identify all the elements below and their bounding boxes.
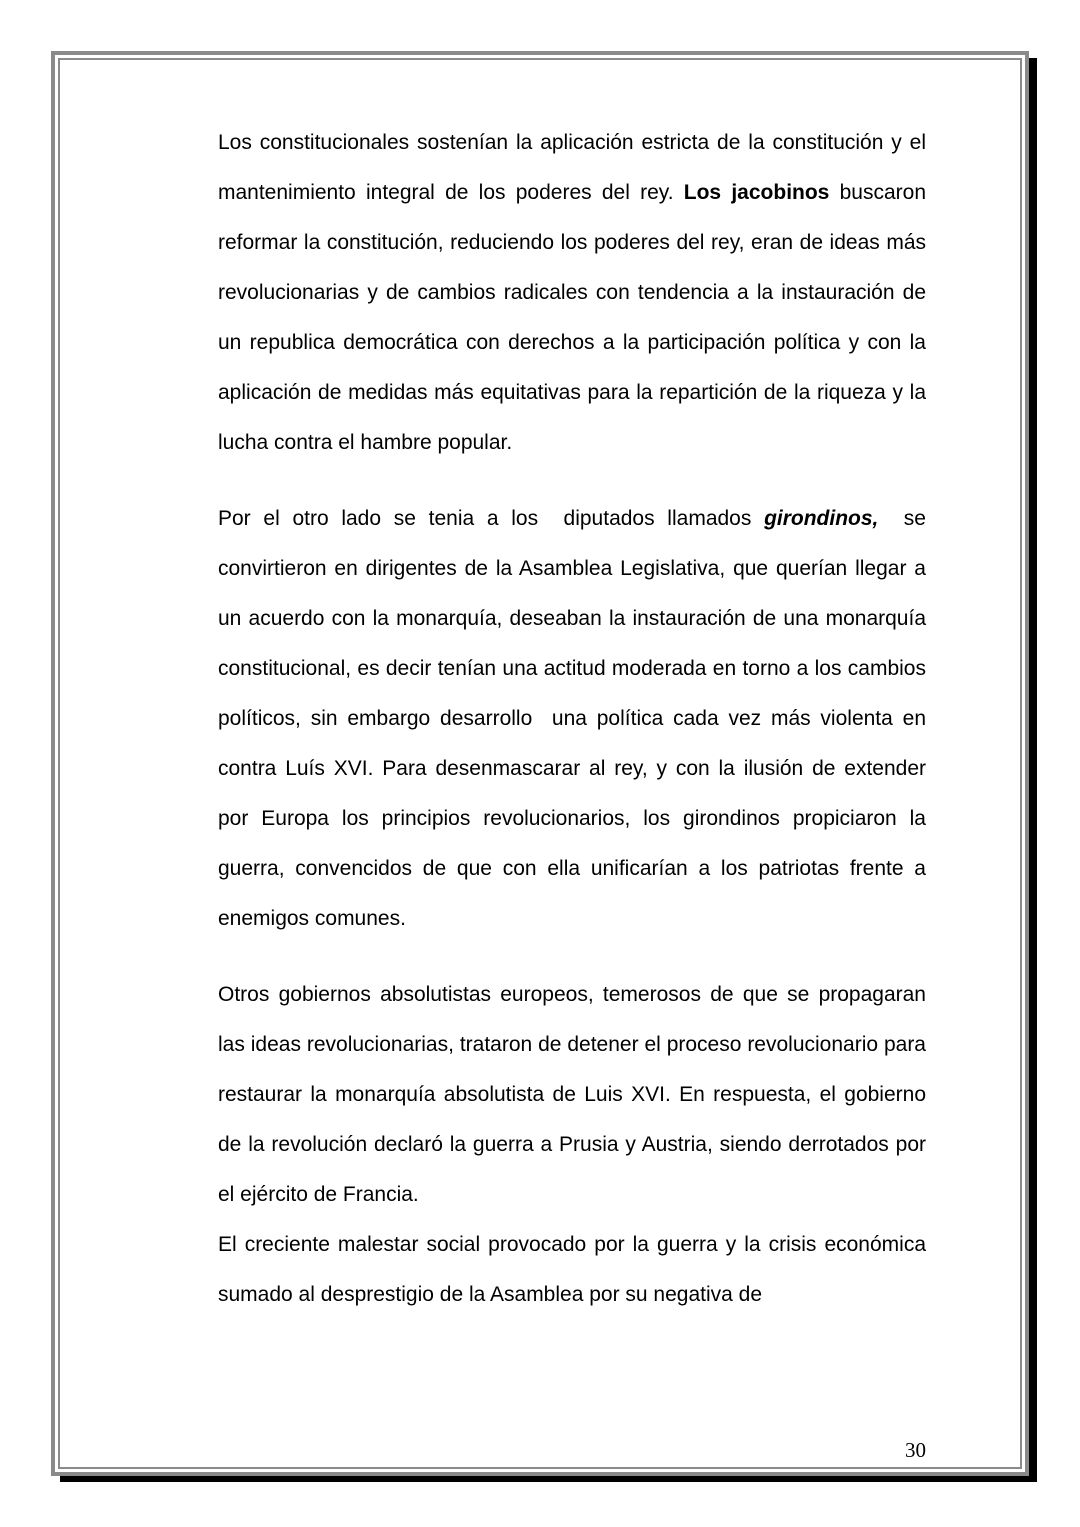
paragraph-girondinos <box>218 494 932 944</box>
paragraph-spacer <box>218 468 926 494</box>
text-segment: Los constitucionales sostenían la aplicación estricta de la constitución y el mantenimiento integral de los poderes del rey. <box>218 131 926 204</box>
page-number: 30 <box>905 1438 926 1462</box>
text-segment: Por el otro lado se tenia a los diputados llamados <box>218 507 765 530</box>
bold-italic-term-girondinos: girondinos, <box>764 507 879 530</box>
document-body <box>218 118 932 1320</box>
bold-term-jacobinos: Los jacobinos <box>683 181 830 204</box>
text-segment: Otros gobiernos absolutistas europeos, temerosos de que se propagaran las ideas revolucionarias, trataron de detener el proceso revolucionario para restaurar la monarquía absolutista de Luis XVI. En respuesta, el gobierno de la revolución declaró la guerra a Prusia y Austria, siendo derrotados por el ejército de Francia. <box>218 983 926 1206</box>
text-segment: buscaron reformar la constitución, reduciendo los poderes del rey, eran de ideas más revolucionarias y de cambios radicales con tendencia a la instauración de un republica democrática con derechos a la participación política y con la aplicación de medidas más equitativas para la repartición de la riqueza y la lucha contra el hambre popular. <box>218 181 926 454</box>
paragraph-jacobinos <box>218 118 926 468</box>
paragraph-malestar <box>218 1220 926 1320</box>
text-segment: El creciente malestar social provocado por la guerra y la crisis económica sumado al desprestigio de la Asamblea por su negativa de <box>218 1233 926 1306</box>
paragraph-spacer <box>218 944 926 970</box>
paragraph-absolutistas <box>218 970 926 1220</box>
text-segment: se convirtieron en dirigentes de la Asamblea Legislativa, que querían llegar a un acuerdo con la monarquía, deseaban la instauración de una monarquía constitucional, es decir tenían una actitud moderada en torno a los cambios políticos, sin embargo desarrollo una política cada vez más violenta en contra Luís XVI. Para desenmascarar al rey, y con la ilusión de extender por Europa los principios revolucionarios, los girondinos propiciaron la guerra, convencidos de que con ella unificarían a los patriotas frente a enemigos comunes. <box>218 507 932 930</box>
